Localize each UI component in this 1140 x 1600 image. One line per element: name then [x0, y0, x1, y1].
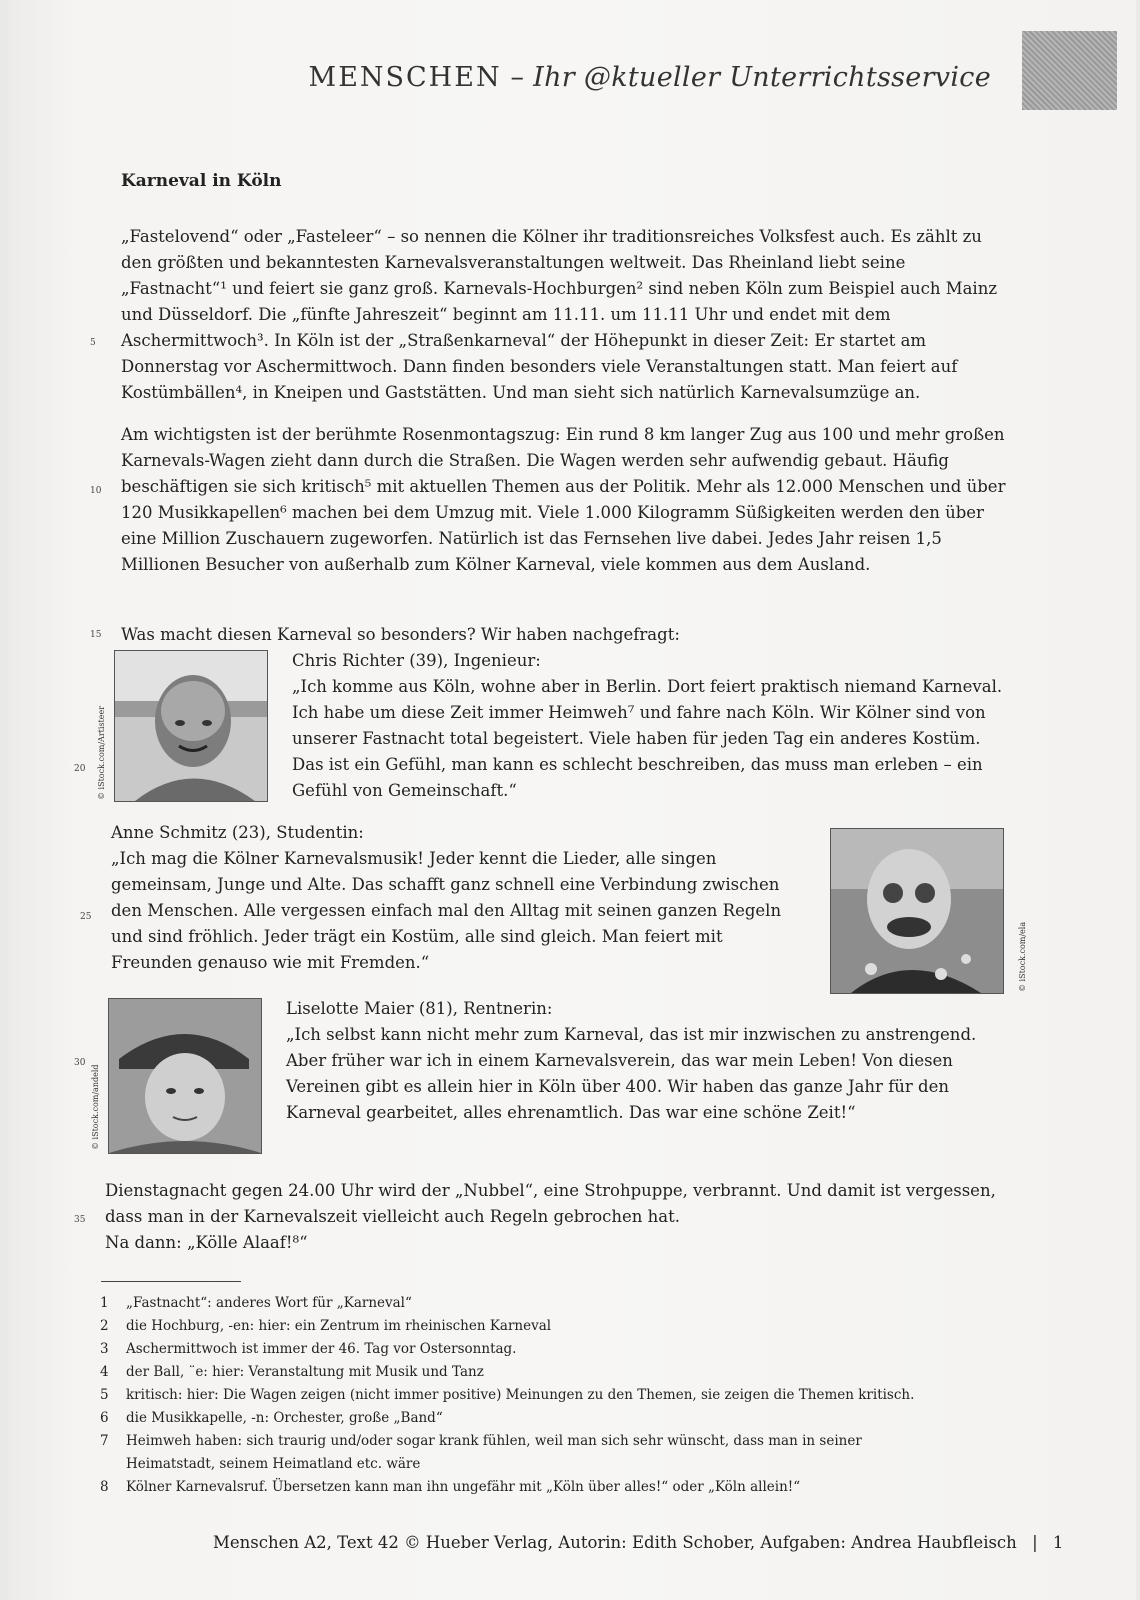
quote-text: „Ich komme aus Köln, wohne aber in Berlin. Dort feiert praktisch niemand Karneval. Ich habe um diese Zeit immer Heimweh⁷ und fahre nach Köln. Wir Kölner sind von unserer Fastnacht total begeistert. Viele haben für jeden Tag ein anderes Kostüm. Das ist ein Gefühl, man kann es schlecht beschreiben, das muss man erleben – ein Gefühl von Gemeinschaft.“: [292, 677, 1003, 800]
paragraph-intro: „Fastelovend“ oder „Fasteleer“ – so nennen die Kölner ihr traditionsreiches Volksfest auch. Es zählt zu den größten und bekanntesten Karnevalsveranstaltungen weltweit. Das Rheinland liebt seine „Fastnacht“¹ und feiert sie ganz groß. Karnevals-Hochburgen² sind neben Köln zum Beispiel auch Mainz und Düsseldorf. Die „fünfte Jahreszeit“ beginnt am 11.11. um 11.11 Uhr und endet mit dem Aschermittwoch³. In Köln ist der „Straßenkarneval“ der Höhepunkt in dieser Zeit: Er startet am Donnerstag vor Aschermittwoch. Dann finden besonders viele Veranstaltungen statt. Man feiert auf Kostümbällen⁴, in Kneipen und Gaststätten. Und man sieht sich natürlich Karnevalsumzüge an.: [121, 227, 998, 402]
line-number: 20: [74, 764, 86, 774]
photo-credit: © iStock.com/Artisteer: [97, 705, 106, 800]
page-footer: [213, 1533, 1063, 1552]
photo-liselotte-maier: [108, 998, 262, 1154]
line-number: 35: [74, 1215, 86, 1225]
quote-liselotte-maier: [286, 996, 1006, 1126]
line-number: 10: [90, 486, 102, 496]
paragraph-question: Was macht diesen Karneval so besonders? Wir haben nachgefragt:: [121, 625, 680, 644]
line-number: 25: [80, 912, 92, 922]
footnote: 1 „Fastnacht“: anderes Wort für „Karneval“: [100, 1295, 412, 1311]
quote-chris-richter: [292, 648, 1012, 804]
header-brand: MENSCHEN: [308, 62, 502, 93]
quote-anne-schmitz: [111, 820, 801, 976]
quote-author: Liselotte Maier (81), Rentnerin:: [286, 999, 553, 1018]
line-number: 15: [90, 630, 102, 640]
document-page: [8, 0, 1136, 1600]
footnote: 7 Heimweh haben: sich traurig und/oder sogar krank fühlen, weil man sich sehr wünscht, dass man in seiner Heimatstadt, seinem Heimatland etc. wäre: [100, 1433, 862, 1472]
footnote: 2 die Hochburg, -en: hier: ein Zentrum im rheinischen Karneval: [100, 1318, 552, 1334]
footer-separator: |: [1032, 1533, 1038, 1552]
footnote: 5 kritisch: hier: Die Wagen zeigen (nicht immer positive) Meinungen zu den Themen, sie zeigen die Themen kritisch.: [100, 1387, 915, 1403]
footer-text: Menschen A2, Text 42 © Hueber Verlag, Autorin: Edith Schober, Aufgaben: Andrea Haubfleisch: [213, 1533, 1017, 1552]
page-number: 1: [1052, 1533, 1064, 1552]
article-title: Karneval in Köln: [121, 171, 282, 191]
line-number: 5: [90, 338, 96, 348]
footnote-divider: [101, 1281, 241, 1282]
paragraph-rosenmontag: Am wichtigsten ist der berühmte Rosenmontagszug: Ein rund 8 km langer Zug aus 100 und mehr großen Karnevals-Wagen zieht dann durch die Straßen. Die Wagen werden sehr aufwendig gebaut. Häufig beschäftigen sie sich kritisch⁵ mit aktuellen Themen aus der Politik. Mehr als 12.000 Menschen und über 120 Musikkapellen⁶ machen bei dem Umzug mit. Viele 1.000 Kilogramm Süßigkeiten werden den über eine Million Zuschauern zugeworfen. Natürlich ist das Fernsehen live dabei. Jedes Jahr reisen 1,5 Millionen Besucher von außerhalb zum Kölner Karneval, viele kommen aus dem Ausland.: [121, 425, 1006, 574]
footnote: 8 Kölner Karnevalsruf. Übersetzen kann man ihn ungefähr mit „Köln über alles!“ oder „Köln allein!“: [100, 1479, 801, 1495]
photo-credit: © iStock.com/andeld: [91, 1064, 100, 1150]
photo-credit: © iStock.com/ela: [1018, 921, 1027, 992]
photo-anne-schmitz: [830, 828, 1004, 994]
page-header: [309, 62, 991, 93]
closing-text: Dienstagnacht gegen 24.00 Uhr wird der „Nubbel“, eine Strohpuppe, verbrannt. Und damit ist vergessen, dass man in der Karnevalszeit vielleicht auch Regeln gebrochen hat.: [105, 1181, 996, 1226]
logo-image: [1022, 31, 1117, 110]
line-number: 30: [74, 1058, 86, 1068]
quote-author: Anne Schmitz (23), Studentin:: [111, 823, 364, 842]
quote-text: „Ich selbst kann nicht mehr zum Karneval, das ist mir inzwischen zu anstrengend. Aber früher war ich in einem Karnevalsverein, das war mein Leben! Von diesen Vereinen gibt es allein hier in Köln über 400. Wir haben das ganze Jahr für den Karneval gearbeitet, alles ehrenamtlich. Das war eine schöne Zeit!“: [286, 1025, 977, 1122]
closing-cheer: Na dann: „Kölle Alaaf!⁸“: [105, 1233, 308, 1252]
paragraph-closing: [105, 1178, 1005, 1256]
footnote: 6 die Musikkapelle, -n: Orchester, große „Band“: [100, 1410, 443, 1426]
footnote: 3 Aschermittwoch ist immer der 46. Tag vor Ostersonntag.: [100, 1341, 517, 1357]
footnote: 4 der Ball, ¨e: hier: Veranstaltung mit Musik und Tanz: [100, 1364, 484, 1380]
header-dash: –: [501, 62, 534, 93]
photo-chris-richter: [114, 650, 268, 802]
header-subtitle: Ihr @ktueller Unterrichtsservice: [533, 62, 991, 93]
quote-text: „Ich mag die Kölner Karnevalsmusik! Jeder kennt die Lieder, alle singen gemeinsam, Junge und Alte. Das schafft ganz schnell eine Verbindung zwischen den Menschen. Alle vergessen einfach mal den Alltag mit seinen ganzen Regeln und sind fröhlich. Jeder trägt ein Kostüm, alle sind gleich. Man feiert mit Freunden genauso wie mit Fremden.“: [111, 849, 782, 972]
quote-author: Chris Richter (39), Ingenieur:: [292, 651, 541, 670]
